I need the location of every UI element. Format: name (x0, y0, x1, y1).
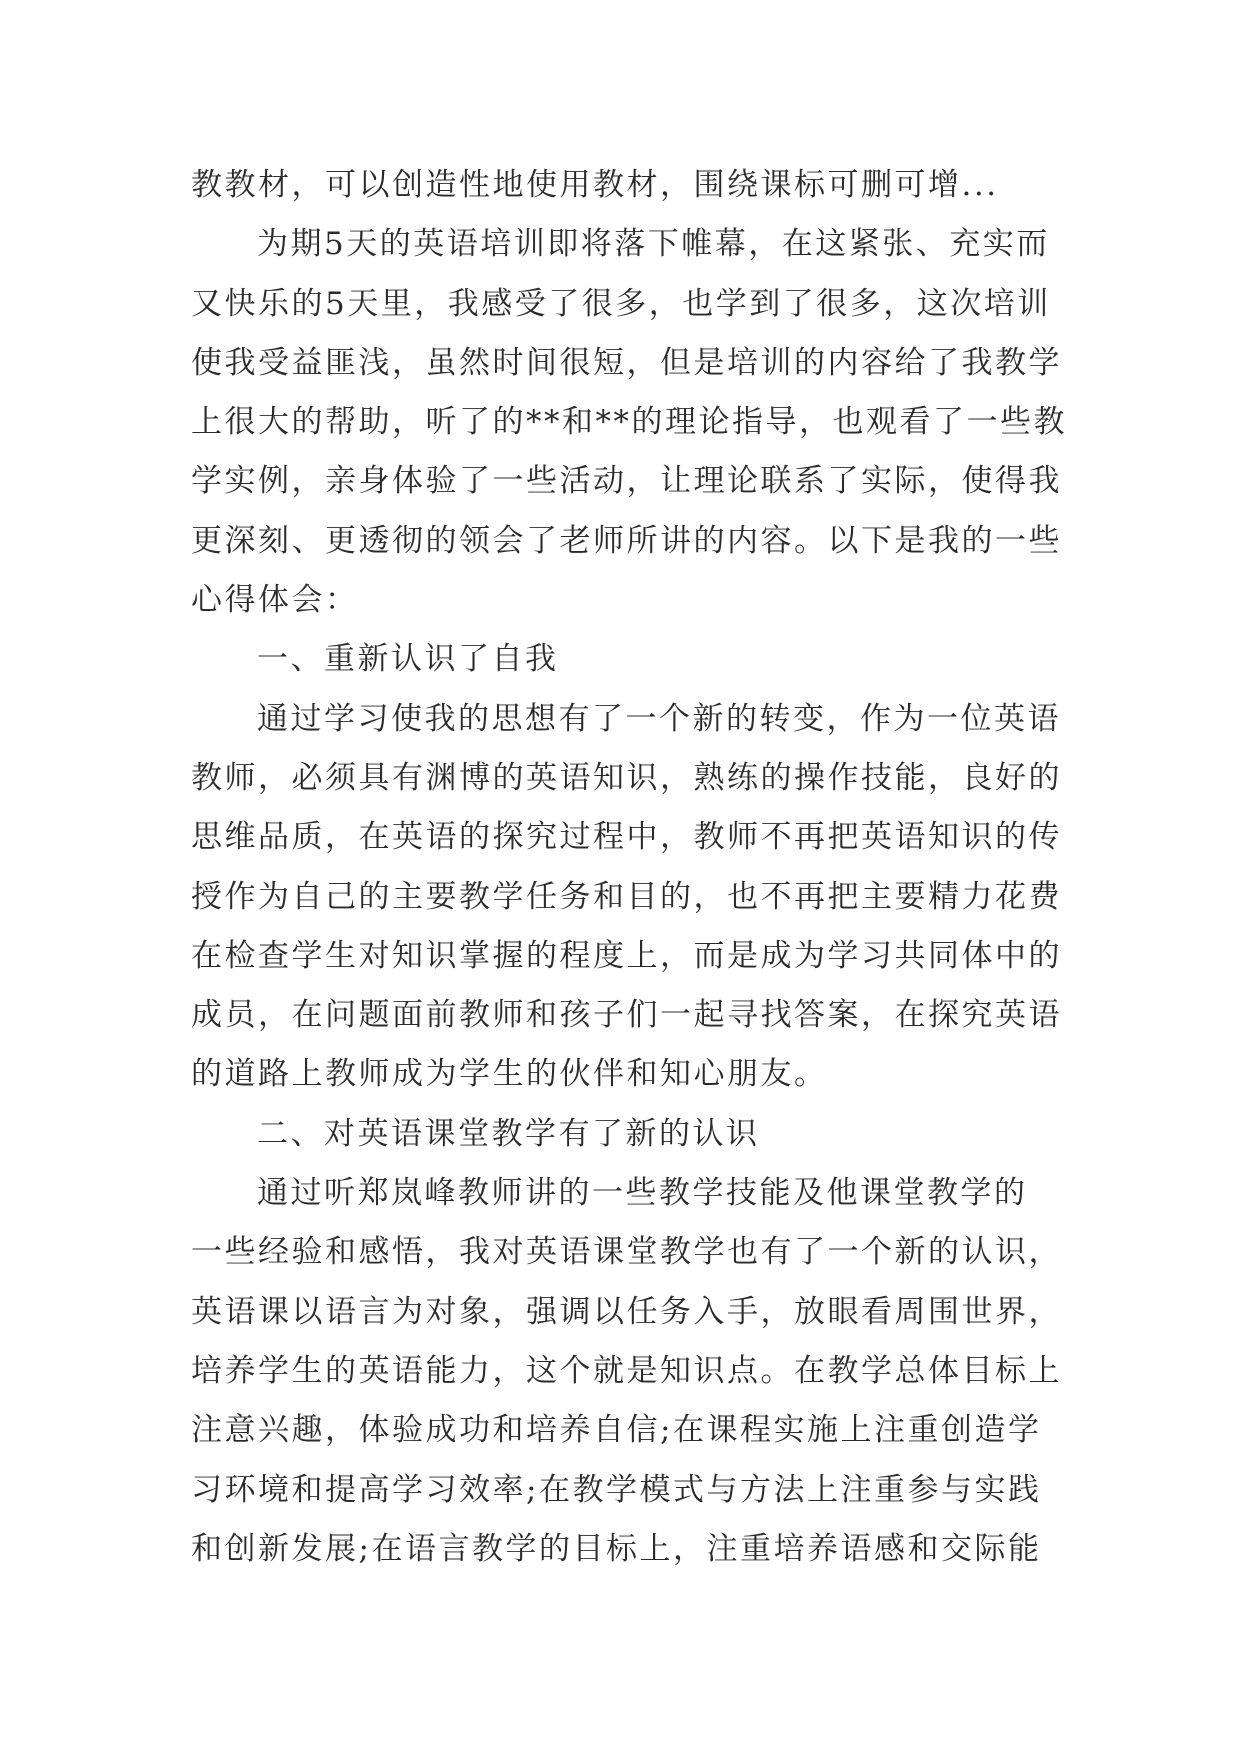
text-line: 思维品质，在英语的探究过程中，教师不再把英语知识的传 (191, 819, 1062, 856)
text-line: 学实例，亲身体验了一些活动，让理论联系了实际，使得我 (191, 463, 1062, 500)
text-line: 培养学生的英语能力，这个就是知识点。在教学总体目标上 (191, 1352, 1062, 1389)
text-line: 又快乐的5天里，我感受了很多，也学到了很多，这次培训 (191, 285, 1051, 322)
paragraph-start-line: 通过听郑岚峰教师讲的一些教学技能及他课堂教学的 (257, 1175, 1028, 1212)
section-heading: 二、对英语课堂教学有了新的认识 (257, 1115, 760, 1152)
text-line: 教师，必须具有渊博的英语知识，熟练的操作技能，良好的 (191, 759, 1062, 796)
text-line: 的道路上教师成为学生的伙伴和知心朋友。 (191, 1056, 828, 1093)
text-line: 注意兴趣，体验成功和培养自信;在课程实施上注重创造学 (191, 1412, 1042, 1449)
text-line: 教教材，可以创造性地使用教材，围绕课标可删可增... (191, 167, 999, 203)
text-line: 使我受益匪浅，虽然时间很短，但是培训的内容给了我教学 (191, 344, 1062, 381)
text-line: 心得体会： (191, 582, 359, 619)
text-line: 在检查学生对知识掌握的程度上，而是成为学习共同体中的 (191, 937, 1062, 974)
text-line: 英语课以语言为对象，强调以任务入手，放眼看周围世界， (191, 1293, 1062, 1330)
text-line: 更深刻、更透彻的领会了老师所讲的内容。以下是我的一些 (191, 522, 1062, 559)
text-line: 成员，在问题面前教师和孩子们一起寻找答案，在探究英语 (191, 997, 1062, 1034)
section-heading: 一、重新认识了自我 (257, 641, 559, 678)
body-text (191, 156, 1067, 1579)
text-line: 一些经验和感悟，我对英语课堂教学也有了一个新的认识， (191, 1234, 1062, 1271)
paragraph-start-line: 为期5天的英语培训即将落下帷幕，在这紧张、充实而 (257, 226, 1050, 263)
text-line: 授作为自己的主要教学任务和目的，也不再把主要精力花费 (191, 878, 1062, 915)
text-line: 上很大的帮助，听了的**和**的理论指导，也观看了一些教 (191, 404, 1067, 441)
text-line: 和创新发展;在语言教学的目标上，注重培养语感和交际能 (191, 1530, 1042, 1567)
paragraph-start-line: 通过学习使我的思想有了一个新的转变，作为一位英语 (257, 700, 1061, 737)
text-line: 习环境和提高学习效率;在教学模式与方法上注重参与实践 (191, 1471, 1042, 1508)
